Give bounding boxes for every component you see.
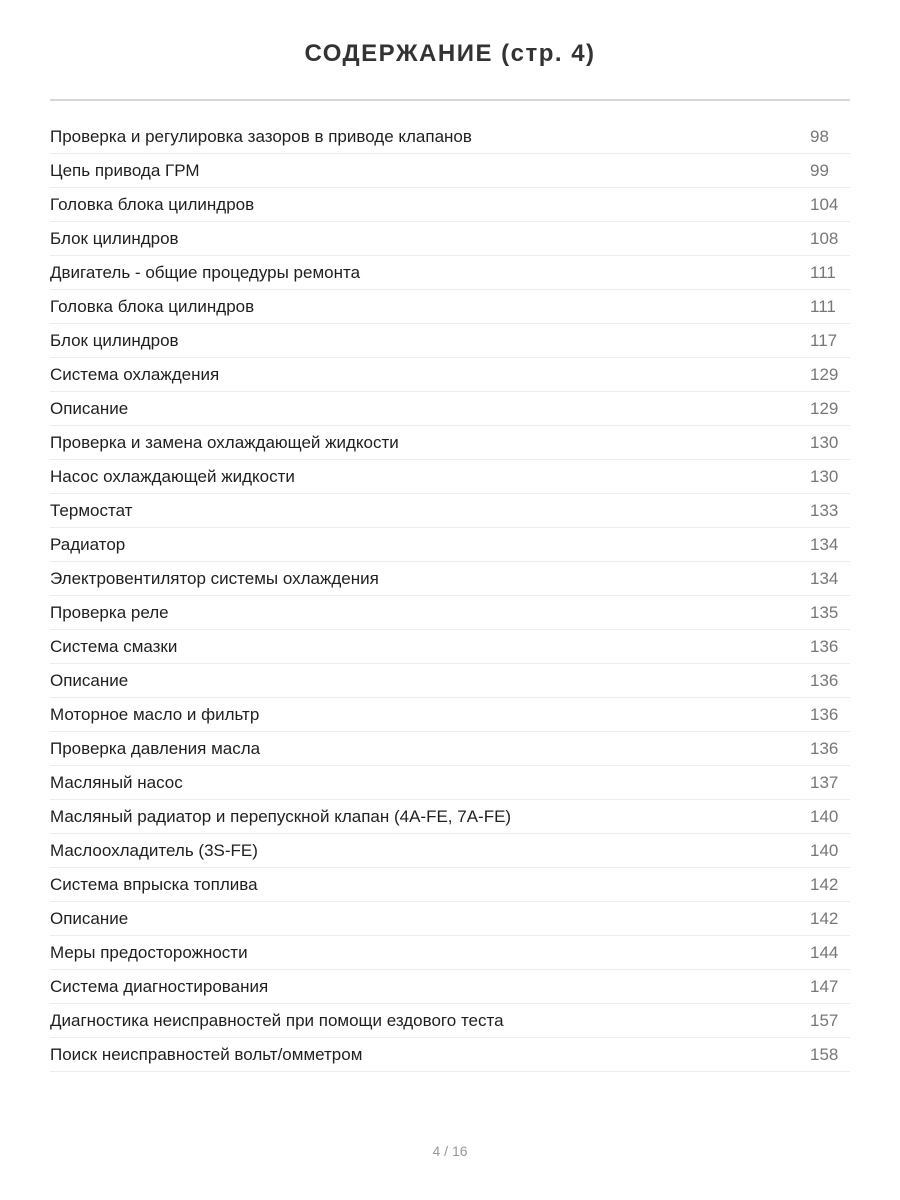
toc-entry-page: 104 [810,194,839,214]
toc-entry-title: Проверка и замена охлаждающей жидкости [50,432,399,452]
toc-entry-page: 133 [810,500,839,520]
toc-entry[interactable] [50,698,850,732]
toc-entry[interactable] [50,596,850,630]
toc-entry[interactable] [50,970,850,1004]
toc-entry-page: 140 [810,840,839,860]
page-number: 4 / 16 [432,1143,468,1159]
toc-entry-title: Система впрыска топлива [50,874,258,894]
toc-entry[interactable] [50,1004,850,1038]
toc-entry-page: 157 [810,1010,839,1030]
toc-entry-page: 142 [810,908,839,928]
toc-entry-page: 130 [810,466,839,486]
toc-entry-title: Масляный насос [50,772,183,792]
title-divider [50,99,850,101]
toc-entry-page: 99 [810,160,829,180]
toc-entry-title: Цепь привода ГРМ [50,160,200,180]
toc-entry[interactable] [50,358,850,392]
toc-list [50,120,850,1072]
toc-entry-title: Моторное масло и фильтр [50,704,260,724]
toc-entry-title: Описание [50,398,129,418]
toc-entry-page: 130 [810,432,839,452]
toc-entry-title: Блок цилиндров [50,228,179,248]
toc-entry[interactable] [50,766,850,800]
toc-entry-page: 158 [810,1044,839,1064]
toc-entry[interactable] [50,256,850,290]
toc-entry-title: Диагностика неисправностей при помощи ездового теста [50,1010,504,1030]
toc-entry-title: Поиск неисправностей вольт/омметром [50,1044,363,1064]
toc-entry-page: 129 [810,364,839,384]
toc-entry-page: 134 [810,568,839,588]
toc-entry[interactable] [50,664,850,698]
toc-entry-page: 137 [810,772,839,792]
toc-entry-page: 144 [810,942,839,962]
toc-entry-title: Головка блока цилиндров [50,296,255,316]
toc-entry[interactable] [50,120,850,154]
toc-entry[interactable] [50,936,850,970]
toc-entry-page: 134 [810,534,839,554]
toc-entry[interactable] [50,834,850,868]
toc-entry[interactable] [50,222,850,256]
toc-entry-title: Проверка и регулировка зазоров в приводе клапанов [50,126,472,146]
page-title: СОДЕРЖАНИЕ (стр. 4) [304,40,596,67]
toc-entry-title: Система диагностирования [50,976,269,996]
toc-entry-page: 111 [810,296,836,316]
toc-entry[interactable] [50,392,850,426]
toc-entry-title: Блок цилиндров [50,330,179,350]
toc-entry-title: Проверка реле [50,602,169,622]
toc-entry[interactable] [50,800,850,834]
toc-entry[interactable] [50,188,850,222]
toc-entry-title: Описание [50,908,129,928]
toc-entry-title: Описание [50,670,129,690]
toc-entry[interactable] [50,562,850,596]
toc-entry-title: Электровентилятор системы охлаждения [50,568,379,588]
toc-entry-page: 136 [810,670,839,690]
toc-entry-page: 135 [810,602,839,622]
toc-entry-page: 147 [810,976,839,996]
toc-entry[interactable] [50,902,850,936]
toc-entry-page: 98 [810,126,829,146]
toc-entry-title: Насос охлаждающей жидкости [50,466,295,486]
toc-entry[interactable] [50,290,850,324]
toc-entry-page: 111 [810,262,836,282]
toc-entry-title: Головка блока цилиндров [50,194,255,214]
toc-entry-title: Система смазки [50,636,178,656]
toc-entry-page: 108 [810,228,839,248]
toc-entry[interactable] [50,426,850,460]
toc-entry[interactable] [50,494,850,528]
toc-entry-title: Проверка давления масла [50,738,261,758]
toc-entry-title: Радиатор [50,534,126,554]
toc-entry[interactable] [50,324,850,358]
toc-entry-page: 136 [810,738,839,758]
toc-entry[interactable] [50,630,850,664]
toc-entry-title: Двигатель - общие процедуры ремонта [50,262,361,282]
toc-entry[interactable] [50,868,850,902]
toc-entry-title: Меры предосторожности [50,942,248,962]
toc-entry-title: Масляный радиатор и перепускной клапан (4A-FE, 7A-FE) [50,806,512,826]
toc-entry[interactable] [50,732,850,766]
toc-entry-page: 142 [810,874,839,894]
toc-entry-title: Термостат [50,500,133,520]
toc-entry-page: 140 [810,806,839,826]
toc-entry-page: 129 [810,398,839,418]
toc-entry-page: 117 [810,330,838,350]
toc-entry[interactable] [50,1038,850,1072]
toc-entry-title: Система охлаждения [50,364,220,384]
toc-entry[interactable] [50,460,850,494]
toc-entry-page: 136 [810,636,839,656]
toc-entry[interactable] [50,154,850,188]
toc-entry-page: 136 [810,704,839,724]
toc-entry[interactable] [50,528,850,562]
toc-entry-title: Маслоохладитель (3S-FE) [50,840,258,860]
